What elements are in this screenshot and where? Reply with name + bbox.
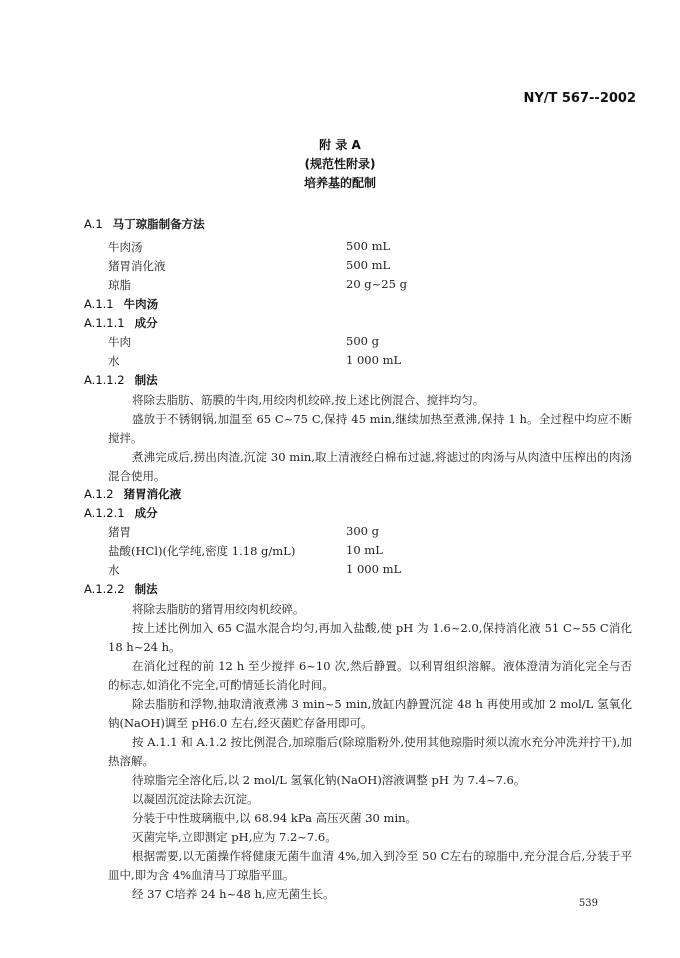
method-paragraph: 煮沸完成后,捞出肉渣,沉淀 30 min,取上清液经白棉布过滤,将滤过的肉汤与从肉渣中压榨出的肉汤混合使用。 (108, 450, 632, 483)
section-number: A.1.2.1 (84, 506, 125, 520)
ingredient-name: 猪胃 (108, 525, 131, 539)
section-title: 牛肉汤 (123, 297, 159, 311)
ingredient-name: 水 (108, 563, 120, 577)
method-paragraph: 在消化过程的前 12 h 至少搅拌 6~10 次,然后静置。以利胃组织溶解。液体澄清为消化完全与否的标志,如消化不完全,可酌情延长消化时间。 (108, 659, 632, 692)
method-paragraph: 除去脂肪和浮物,抽取清液煮沸 3 min~5 min,放缸内静置沉淀 48 h 再使用或加 2 mol/L 氢氧化钠(NaOH)调至 pH6.0 左右,经灭菌贮存备用即可。 (108, 697, 632, 730)
appendix-subtitle: (规范性附录) (304, 157, 376, 171)
method-paragraph: 将除去脂肪、筋膜的牛肉,用绞肉机绞碎,按上述比例混合、搅拌均匀。 (132, 393, 485, 407)
ingredient-quantity: 500 g (346, 334, 379, 348)
ingredient-quantity: 300 g (346, 524, 379, 538)
method-paragraph: 待琼脂完全溶化后,以 2 mol/L 氢氧化钠(NaOH)溶液调整 pH 为 7.4~7.6。 (132, 773, 526, 787)
ingredient-name: 水 (108, 354, 120, 368)
standard-number: NY/T 567--2002 (523, 91, 636, 106)
method-paragraph: 按 A.1.1 和 A.1.2 按比例混合,加琼脂后(除琼脂粉外,使用其他琼脂时须以流水充分冲洗并拧干),加热溶解。 (108, 735, 632, 768)
section-number: A.1.1.1 (84, 316, 125, 330)
section-title: 制法 (134, 373, 158, 387)
section-number: A.1.2 (84, 487, 114, 501)
method-paragraph: 将除去脂肪的猪胃用绞肉机绞碎。 (132, 602, 305, 616)
ingredient-quantity: 1 000 mL (346, 353, 402, 367)
ingredient-name: 猪胃消化液 (108, 259, 166, 273)
section-number: A.1 (84, 217, 103, 231)
section-heading-a121 (84, 505, 158, 521)
section-number: A.1.1.2 (84, 373, 125, 387)
ingredient-name: 牛肉汤 (108, 240, 143, 254)
ingredient-quantity: 1 000 mL (346, 562, 402, 576)
method-paragraph: 以凝固沉淀法除去沉淀。 (132, 792, 259, 806)
ingredient-quantity: 500 mL (346, 239, 391, 253)
page-number: 539 (578, 898, 598, 909)
section-heading-a111 (84, 315, 158, 331)
section-heading-a122 (84, 581, 158, 597)
method-paragraph: 根据需要,以无菌操作将健康无菌牛血清 4%,加入到冷至 50 C左右的琼脂中,充分混合后,分装于平皿中,即为含 4%血清马丁琼脂平皿。 (108, 849, 632, 882)
section-title: 成分 (134, 316, 158, 330)
ingredient-name: 牛肉 (108, 335, 131, 349)
section-title: 马丁琼脂制备方法 (112, 217, 205, 231)
method-paragraph: 分装于中性玻璃瓶中,以 68.94 kPa 高压灭菌 30 min。 (132, 811, 418, 825)
section-title: 猪胃消化液 (123, 487, 182, 501)
section-number: A.1.1 (84, 297, 114, 311)
section-heading-a112 (84, 372, 158, 388)
appendix-title: 附 录 A (319, 138, 361, 152)
section-heading-a1 (84, 216, 205, 232)
method-paragraph: 盛放于不锈钢锅,加温至 65 C~75 C,保持 45 min,继续加热至煮沸,保持 1 h。全过程中均应不断搅拌。 (108, 412, 632, 445)
appendix-name: 培养基的配制 (303, 176, 376, 190)
ingredient-name: 琼脂 (108, 278, 131, 292)
method-paragraph: 按上述比例加入 65 C温水混合均匀,再加入盐酸,使 pH 为 1.6~2.0,保持消化液 51 C~55 C消化 18 h~24 h。 (108, 621, 632, 654)
ingredient-quantity: 20 g~25 g (346, 277, 407, 291)
method-paragraph: 灭菌完毕,立即测定 pH,应为 7.2~7.6。 (132, 830, 337, 844)
section-title: 制法 (134, 582, 158, 596)
ingredient-name: 盐酸(HCl)(化学纯,密度 1.18 g/mL) (108, 544, 296, 558)
ingredient-quantity: 500 mL (346, 258, 391, 272)
section-title: 成分 (134, 506, 158, 520)
section-number: A.1.2.2 (84, 582, 125, 596)
ingredient-quantity: 10 mL (346, 543, 383, 557)
section-heading-a11 (84, 296, 158, 312)
method-paragraph: 经 37 C培养 24 h~48 h,应无菌生长。 (132, 887, 335, 901)
section-heading-a12 (84, 486, 181, 502)
